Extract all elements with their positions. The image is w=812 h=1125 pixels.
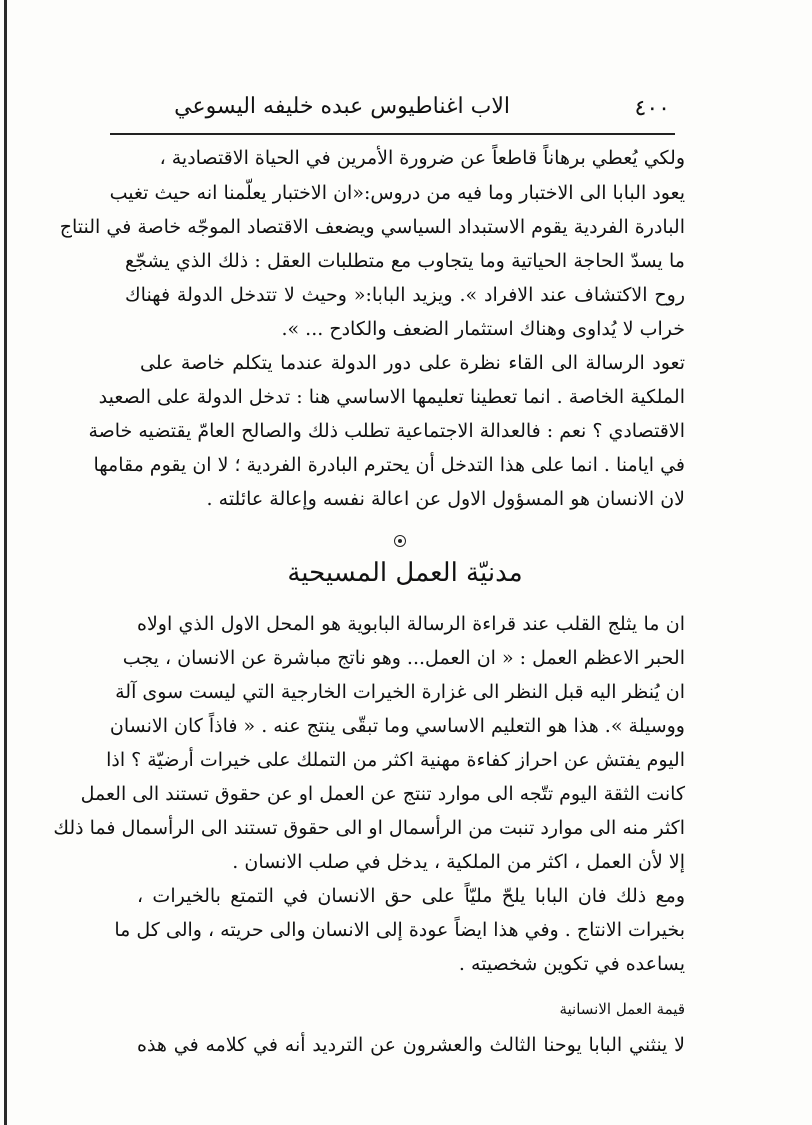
running-title: الاب اغناطيوس عبده خليفه اليسوعي [174,94,510,119]
text-line: اليوم يفتش عن احراز كفاءة مهنية اكثر من التملك على خيرات أرضيّة ؟ اذا [106,749,685,771]
text-line: ووسيلة ». هذا هو التعليم الاساسي وما تبقّى ينتج عنه . « فاذاً كان الانسان [109,715,685,737]
header-rule [110,133,675,135]
text-line: روح الاكتشاف عند الافراد ». ويزيد البابا:« وحيث لا تتدخل الدولة فهناك [125,284,685,306]
text-line: ان ما يثلج القلب عند قراءة الرسالة البابوية هو المحل الاول الذي اولاه [137,613,685,635]
text-line: خراب لا يُداوى وهناك استثمار الضعف والكادح ... ». [281,318,685,340]
text-line: الملكية الخاصة . انما تعطينا تعليمها الاساسي هنا : تدخل الدولة على الصعيد [98,386,685,408]
text-line: الحبر الاعظم العمل : « ان العمل... وهو ناتج مباشرة عن الانسان ، يجب [122,647,685,669]
text-line: ما يسدّ الحاجة الحياتية وما يتجاوب مع متطلبات العقل : ذلك الذي يشجّع [125,250,685,272]
page-header [110,90,670,130]
text-line: ان يُنظر اليه قبل النظر الى غزارة الخيرات الخارجية التي ليست سوى آلة [115,681,685,703]
text-line: اكثر منه الى موارد تنبت من الرأسمال او الى حقوق تستند الى الرأسمال فما ذلك [53,817,685,839]
section-ornament [394,535,406,547]
text-line: بخيرات الانتاج . وفي هذا ايضاً عودة إلى الانسان والى حريته ، والى كل ما [114,919,685,941]
text-line: لا ينثني البابا يوحنا الثالث والعشرون عن الترديد أنه في كلامه في هذه [137,1034,685,1056]
text-line: ومع ذلك فان البابا يلحّ مليّاً على حق الانسان في التمتع بالخيرات ، [137,885,685,907]
scan-edge-shadow [4,0,7,1125]
text-line: إلا لأن العمل ، اكثر من الملكية ، يدخل في صلب الانسان . [232,851,685,873]
page-number: ٤٠٠ [634,96,670,121]
text-line: البادرة الفردية يقوم الاستبداد السياسي ويضعف الاقتصاد الموجّه خاصة في النتاج [59,216,685,238]
text-line: يعود البابا الى الاختبار وما فيه من دروس:«ان الاختبار يعلّمنا انه حيث تغيب [109,182,685,204]
section-title: مدنيّة العمل المسيحية [287,558,523,588]
text-line: ولكي يُعطي برهاناً قاطعاً عن ضرورة الأمرين في الحياة الاقتصادية ، [159,147,685,169]
text-line: تعود الرسالة الى القاء نظرة على دور الدولة عندما يتكلم خاصة على [140,352,685,374]
text-line: كانت الثقة اليوم تتّجه الى موارد تنتج عن العمل او عن حقوق تستند الى العمل [80,783,685,805]
text-line: لان الانسان هو المسؤول الاول عن اعالة نفسه وإعالة عائلته . [206,488,685,510]
subheading: قيمة العمل الانسانية [559,1000,685,1018]
text-line: في ايامنا . انما على هذا التدخل أن يحترم البادرة الفردية ؛ لا ان يقوم مقامها [93,454,685,476]
text-line: يساعده في تكوين شخصيته . [458,953,685,975]
text-line: الاقتصادي ؟ نعم : فالعدالة الاجتماعية تطلب ذلك والصالح العامّ يقتضيه خاصة [88,420,685,442]
